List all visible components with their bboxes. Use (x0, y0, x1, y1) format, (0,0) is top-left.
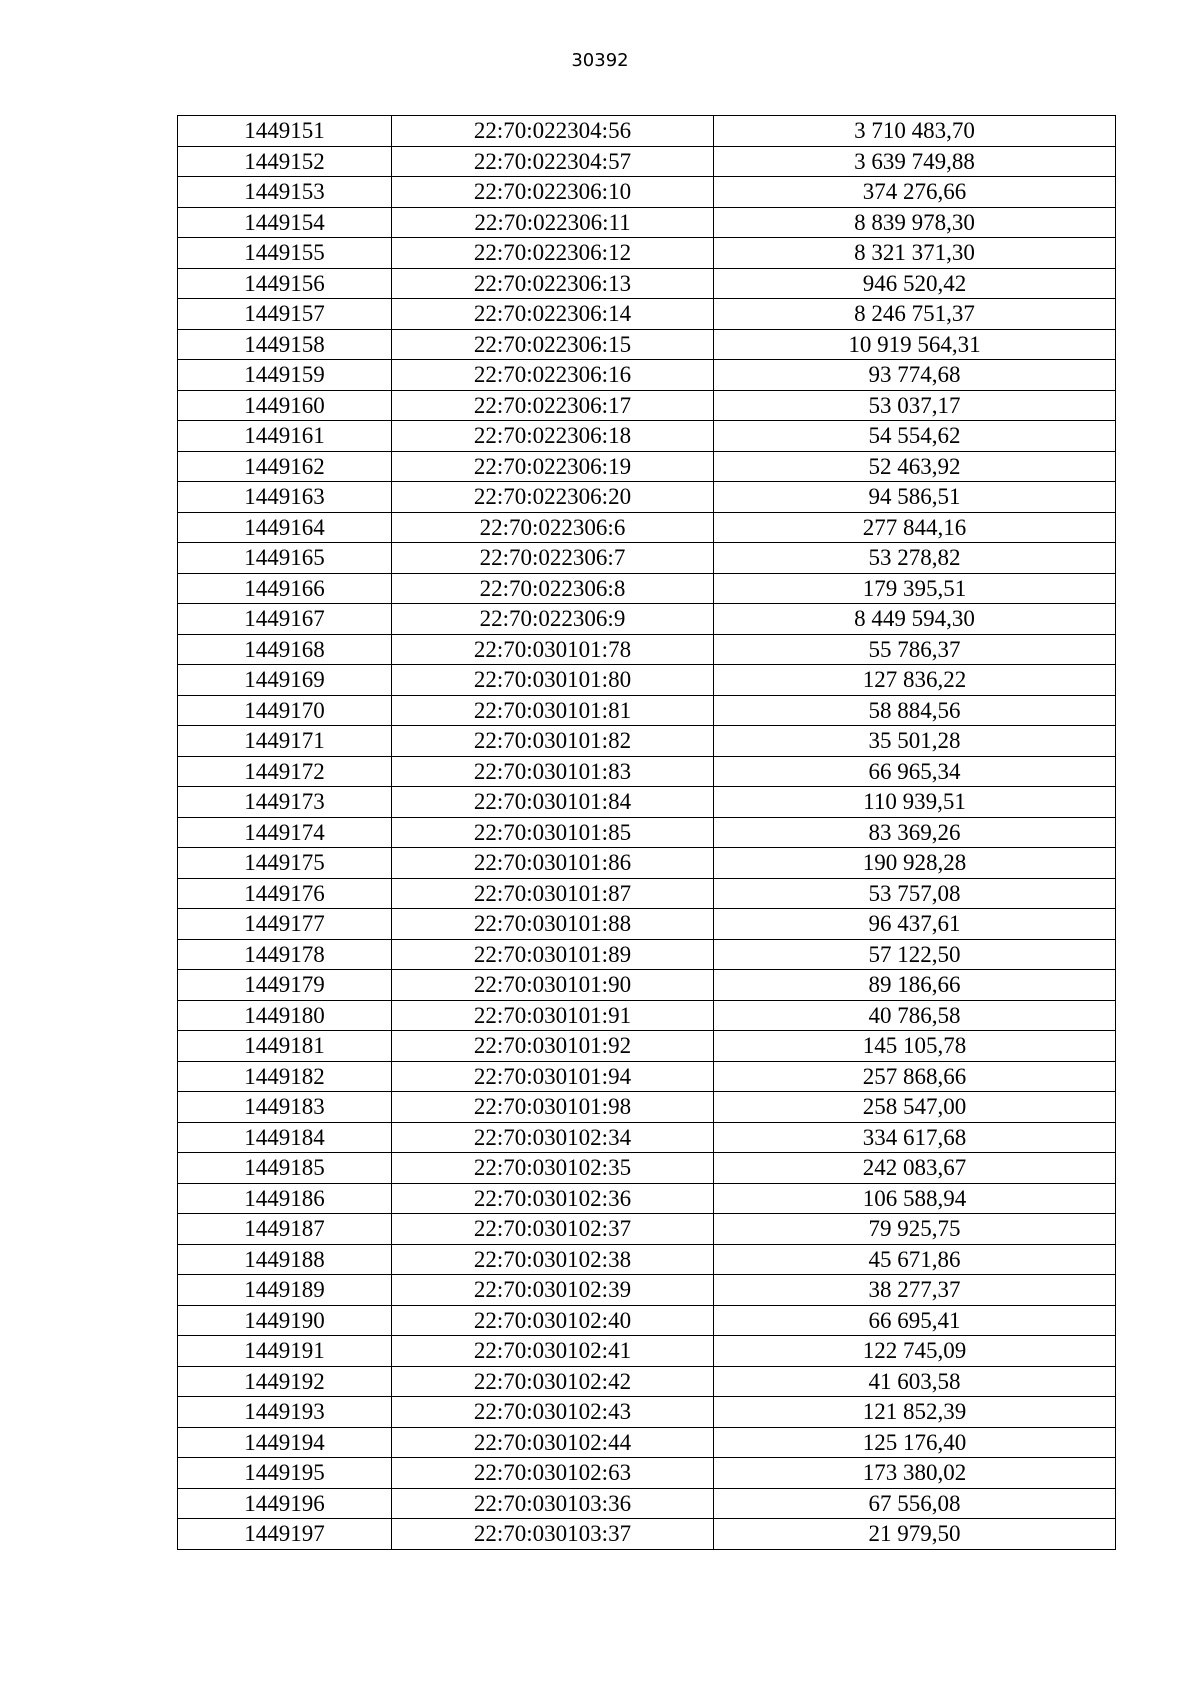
row-number-cell: 1449181 (178, 1031, 392, 1062)
table-row (178, 1488, 1116, 1519)
cadastral-number-cell: 22:70:030101:98 (392, 1092, 714, 1123)
value-cell: 21 979,50 (714, 1519, 1116, 1550)
table-row (178, 1397, 1116, 1428)
value-cell: 8 321 371,30 (714, 238, 1116, 269)
cadastral-number-cell: 22:70:030101:84 (392, 787, 714, 818)
value-cell: 66 965,34 (714, 756, 1116, 787)
cadastral-number-cell: 22:70:022306:20 (392, 482, 714, 513)
value-cell: 35 501,28 (714, 726, 1116, 757)
cadastral-number-cell: 22:70:030102:42 (392, 1366, 714, 1397)
value-cell: 173 380,02 (714, 1458, 1116, 1489)
value-cell: 55 786,37 (714, 634, 1116, 665)
table-row (178, 970, 1116, 1001)
table-row (178, 1366, 1116, 1397)
table-row (178, 1122, 1116, 1153)
row-number-cell: 1449166 (178, 573, 392, 604)
cadastral-number-cell: 22:70:030101:86 (392, 848, 714, 879)
table-row (178, 543, 1116, 574)
value-cell: 8 246 751,37 (714, 299, 1116, 330)
cadastral-number-cell: 22:70:030102:41 (392, 1336, 714, 1367)
cadastral-number-cell: 22:70:030101:87 (392, 878, 714, 909)
value-cell: 334 617,68 (714, 1122, 1116, 1153)
row-number-cell: 1449189 (178, 1275, 392, 1306)
cadastral-number-cell: 22:70:022306:14 (392, 299, 714, 330)
value-cell: 145 105,78 (714, 1031, 1116, 1062)
table-body (178, 116, 1116, 1550)
row-number-cell: 1449190 (178, 1305, 392, 1336)
value-cell: 10 919 564,31 (714, 329, 1116, 360)
cadastral-number-cell: 22:70:030101:78 (392, 634, 714, 665)
value-cell: 125 176,40 (714, 1427, 1116, 1458)
cadastral-number-cell: 22:70:030101:91 (392, 1000, 714, 1031)
row-number-cell: 1449188 (178, 1244, 392, 1275)
table-row (178, 726, 1116, 757)
table-row (178, 329, 1116, 360)
row-number-cell: 1449162 (178, 451, 392, 482)
table-row (178, 909, 1116, 940)
table-row (178, 451, 1116, 482)
value-cell: 53 037,17 (714, 390, 1116, 421)
table-row (178, 1519, 1116, 1550)
cadastral-number-cell: 22:70:030101:94 (392, 1061, 714, 1092)
value-cell: 242 083,67 (714, 1153, 1116, 1184)
table-row (178, 1214, 1116, 1245)
value-cell: 38 277,37 (714, 1275, 1116, 1306)
table-row (178, 116, 1116, 147)
table-row (178, 1031, 1116, 1062)
table-row (178, 299, 1116, 330)
table-row (178, 1000, 1116, 1031)
value-cell: 106 588,94 (714, 1183, 1116, 1214)
value-cell: 946 520,42 (714, 268, 1116, 299)
cadastral-number-cell: 22:70:030102:38 (392, 1244, 714, 1275)
cadastral-number-cell: 22:70:030102:37 (392, 1214, 714, 1245)
table-row (178, 146, 1116, 177)
table-row (178, 1275, 1116, 1306)
row-number-cell: 1449176 (178, 878, 392, 909)
row-number-cell: 1449157 (178, 299, 392, 330)
row-number-cell: 1449171 (178, 726, 392, 757)
row-number-cell: 1449164 (178, 512, 392, 543)
cadastral-number-cell: 22:70:030102:44 (392, 1427, 714, 1458)
table-row (178, 482, 1116, 513)
table-row (178, 573, 1116, 604)
row-number-cell: 1449155 (178, 238, 392, 269)
data-table (177, 115, 1116, 1550)
row-number-cell: 1449180 (178, 1000, 392, 1031)
row-number-cell: 1449154 (178, 207, 392, 238)
cadastral-number-cell: 22:70:030101:92 (392, 1031, 714, 1062)
row-number-cell: 1449173 (178, 787, 392, 818)
row-number-cell: 1449169 (178, 665, 392, 696)
cadastral-number-cell: 22:70:030101:88 (392, 909, 714, 940)
table-row (178, 787, 1116, 818)
value-cell: 127 836,22 (714, 665, 1116, 696)
value-cell: 54 554,62 (714, 421, 1116, 452)
row-number-cell: 1449161 (178, 421, 392, 452)
table-row (178, 177, 1116, 208)
value-cell: 89 186,66 (714, 970, 1116, 1001)
cadastral-number-cell: 22:70:030102:40 (392, 1305, 714, 1336)
cadastral-number-cell: 22:70:022306:6 (392, 512, 714, 543)
value-cell: 57 122,50 (714, 939, 1116, 970)
row-number-cell: 1449170 (178, 695, 392, 726)
value-cell: 258 547,00 (714, 1092, 1116, 1123)
table-row (178, 207, 1116, 238)
cadastral-number-cell: 22:70:022306:18 (392, 421, 714, 452)
value-cell: 374 276,66 (714, 177, 1116, 208)
table-row (178, 360, 1116, 391)
row-number-cell: 1449184 (178, 1122, 392, 1153)
row-number-cell: 1449177 (178, 909, 392, 940)
value-cell: 94 586,51 (714, 482, 1116, 513)
cadastral-number-cell: 22:70:030101:89 (392, 939, 714, 970)
cadastral-number-cell: 22:70:030102:43 (392, 1397, 714, 1428)
table-row (178, 695, 1116, 726)
value-cell: 58 884,56 (714, 695, 1116, 726)
table-row (178, 1244, 1116, 1275)
table-row (178, 848, 1116, 879)
row-number-cell: 1449174 (178, 817, 392, 848)
cadastral-number-cell: 22:70:022306:10 (392, 177, 714, 208)
table-row (178, 634, 1116, 665)
value-cell: 93 774,68 (714, 360, 1116, 391)
value-cell: 52 463,92 (714, 451, 1116, 482)
cadastral-number-cell: 22:70:030102:39 (392, 1275, 714, 1306)
row-number-cell: 1449183 (178, 1092, 392, 1123)
row-number-cell: 1449165 (178, 543, 392, 574)
row-number-cell: 1449159 (178, 360, 392, 391)
cadastral-number-cell: 22:70:022306:9 (392, 604, 714, 635)
cadastral-number-cell: 22:70:030102:35 (392, 1153, 714, 1184)
value-cell: 179 395,51 (714, 573, 1116, 604)
row-number-cell: 1449163 (178, 482, 392, 513)
value-cell: 96 437,61 (714, 909, 1116, 940)
table-row (178, 421, 1116, 452)
row-number-cell: 1449193 (178, 1397, 392, 1428)
cadastral-number-cell: 22:70:022306:16 (392, 360, 714, 391)
value-cell: 83 369,26 (714, 817, 1116, 848)
row-number-cell: 1449167 (178, 604, 392, 635)
cadastral-number-cell: 22:70:030103:36 (392, 1488, 714, 1519)
value-cell: 257 868,66 (714, 1061, 1116, 1092)
table-row (178, 1305, 1116, 1336)
value-cell: 66 695,41 (714, 1305, 1116, 1336)
value-cell: 122 745,09 (714, 1336, 1116, 1367)
cadastral-number-cell: 22:70:030102:36 (392, 1183, 714, 1214)
row-number-cell: 1449192 (178, 1366, 392, 1397)
cadastral-number-cell: 22:70:030102:34 (392, 1122, 714, 1153)
table-row (178, 1183, 1116, 1214)
value-cell: 3 710 483,70 (714, 116, 1116, 147)
cadastral-number-cell: 22:70:022306:7 (392, 543, 714, 574)
row-number-cell: 1449196 (178, 1488, 392, 1519)
table-row (178, 238, 1116, 269)
table-row (178, 1092, 1116, 1123)
value-cell: 40 786,58 (714, 1000, 1116, 1031)
table-row (178, 512, 1116, 543)
table-row (178, 1061, 1116, 1092)
cadastral-number-cell: 22:70:030101:85 (392, 817, 714, 848)
table-row (178, 756, 1116, 787)
cadastral-number-cell: 22:70:030101:81 (392, 695, 714, 726)
table-row (178, 1458, 1116, 1489)
row-number-cell: 1449186 (178, 1183, 392, 1214)
cadastral-number-cell: 22:70:030102:63 (392, 1458, 714, 1489)
cadastral-number-cell: 22:70:022306:19 (392, 451, 714, 482)
value-cell: 121 852,39 (714, 1397, 1116, 1428)
cadastral-number-cell: 22:70:022304:56 (392, 116, 714, 147)
table-row (178, 268, 1116, 299)
table-row (178, 817, 1116, 848)
row-number-cell: 1449179 (178, 970, 392, 1001)
value-cell: 110 939,51 (714, 787, 1116, 818)
row-number-cell: 1449194 (178, 1427, 392, 1458)
row-number-cell: 1449158 (178, 329, 392, 360)
row-number-cell: 1449178 (178, 939, 392, 970)
table-row (178, 604, 1116, 635)
value-cell: 190 928,28 (714, 848, 1116, 879)
table-row (178, 878, 1116, 909)
row-number-cell: 1449195 (178, 1458, 392, 1489)
table-row (178, 1336, 1116, 1367)
value-cell: 67 556,08 (714, 1488, 1116, 1519)
row-number-cell: 1449153 (178, 177, 392, 208)
table-row (178, 390, 1116, 421)
row-number-cell: 1449191 (178, 1336, 392, 1367)
cadastral-number-cell: 22:70:022304:57 (392, 146, 714, 177)
cadastral-number-cell: 22:70:022306:8 (392, 573, 714, 604)
row-number-cell: 1449175 (178, 848, 392, 879)
cadastral-number-cell: 22:70:022306:12 (392, 238, 714, 269)
cadastral-number-cell: 22:70:022306:17 (392, 390, 714, 421)
cadastral-number-cell: 22:70:030101:80 (392, 665, 714, 696)
row-number-cell: 1449185 (178, 1153, 392, 1184)
cadastral-number-cell: 22:70:030103:37 (392, 1519, 714, 1550)
row-number-cell: 1449152 (178, 146, 392, 177)
value-cell: 41 603,58 (714, 1366, 1116, 1397)
page-number: 30392 (571, 50, 629, 71)
table-row (178, 1427, 1116, 1458)
row-number-cell: 1449197 (178, 1519, 392, 1550)
table-row (178, 665, 1116, 696)
cadastral-number-cell: 22:70:030101:83 (392, 756, 714, 787)
value-cell: 53 757,08 (714, 878, 1116, 909)
cadastral-number-cell: 22:70:022306:11 (392, 207, 714, 238)
row-number-cell: 1449160 (178, 390, 392, 421)
value-cell: 277 844,16 (714, 512, 1116, 543)
table-row (178, 1153, 1116, 1184)
cadastral-number-cell: 22:70:022306:13 (392, 268, 714, 299)
row-number-cell: 1449187 (178, 1214, 392, 1245)
row-number-cell: 1449151 (178, 116, 392, 147)
row-number-cell: 1449168 (178, 634, 392, 665)
row-number-cell: 1449172 (178, 756, 392, 787)
value-cell: 53 278,82 (714, 543, 1116, 574)
value-cell: 45 671,86 (714, 1244, 1116, 1275)
row-number-cell: 1449182 (178, 1061, 392, 1092)
cadastral-number-cell: 22:70:022306:15 (392, 329, 714, 360)
row-number-cell: 1449156 (178, 268, 392, 299)
value-cell: 3 639 749,88 (714, 146, 1116, 177)
cadastral-number-cell: 22:70:030101:90 (392, 970, 714, 1001)
value-cell: 8 839 978,30 (714, 207, 1116, 238)
value-cell: 8 449 594,30 (714, 604, 1116, 635)
value-cell: 79 925,75 (714, 1214, 1116, 1245)
cadastral-number-cell: 22:70:030101:82 (392, 726, 714, 757)
table-row (178, 939, 1116, 970)
